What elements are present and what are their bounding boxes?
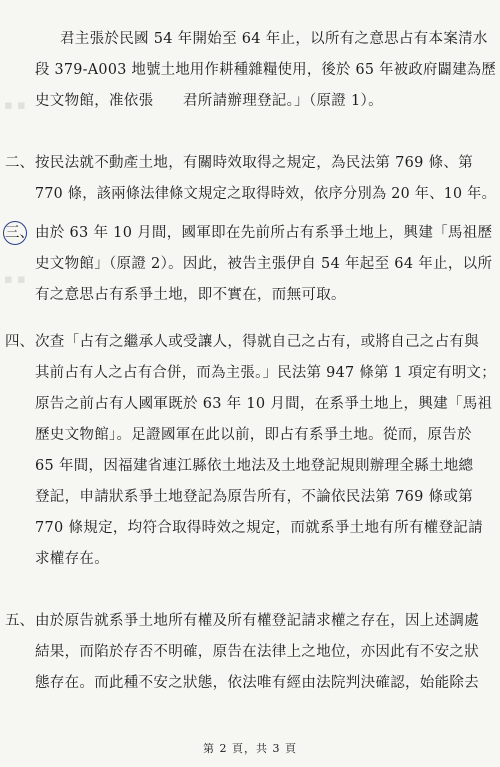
text-line: 史文物館」（原證 2）。因此，被告主張伊自 54 年起至 64 年止，以所 <box>35 256 493 272</box>
text-line: 原告之前占有人國軍既於 63 年 10 月間，在系爭土地上，興建「馬祖 <box>35 396 493 412</box>
text-line: 次查「占有之繼承人或受讓人，得就自己之占有，或將自己之占有與 <box>35 334 479 350</box>
text-line: 求權存在。 <box>35 551 109 567</box>
page-footer: 第 2 頁，共 3 頁 <box>203 742 297 755</box>
text-line: 由於原告就系爭土地所有權及所有權登記請求權之存在，因上述調處 <box>35 613 479 629</box>
text-line: 其前占有人之占有合併，而為主張。」民法第 947 條第 1 項定有明文； <box>35 365 496 381</box>
text-line: 按民法就不動產土地，有關時效取得之規定，為民法第 769 條、第 <box>35 155 473 171</box>
text-line: 770 條，該兩條法律條文規定之取得時效，依序分別為 20 年、10 年。 <box>35 186 497 202</box>
text-line: 65 年間，因福建省連江縣依土地法及土地登記規則辦理全縣土地總 <box>35 458 474 474</box>
section-numeral: 四、 <box>5 334 34 350</box>
section-numeral: 二、 <box>5 155 34 171</box>
text-line: 態存在。而此種不安之狀態，依法唯有經由法院判決確認，始能除去 <box>35 675 479 691</box>
text-line: 歷史文物館」。足證國軍在此以前，即占有系爭土地。從而，原告於 <box>35 427 472 443</box>
section-numeral: 五、 <box>5 613 34 629</box>
text-line: 由於 63 年 10 月間，國軍即在先前所占有系爭土地上，興建「馬祖歷 <box>35 225 493 241</box>
bleed-through-mark: ▪ ▪ <box>4 98 26 113</box>
text-line: 登記，申請狀系爭土地登記為原告所有，不論依民法第 769 條或第 <box>35 489 473 505</box>
text-line: 結果，而陷於存否不明確，原告在法律上之地位，亦因此有不安之狀 <box>35 644 479 660</box>
bleed-through-mark: ▪ ▪ <box>4 272 26 287</box>
text-line: 有之意思占有系爭土地，即不實在，而無可取。 <box>35 287 346 303</box>
text-line: 770 條規定，均符合取得時效之規定，而就系爭土地有所有權登記請 <box>35 520 483 536</box>
section-numeral: 三、 <box>5 225 34 241</box>
text-line: 史文物館，准依張 君所請辦理登記。」（原證 1）。 <box>35 93 383 109</box>
text-line: 段 379-A003 地號土地用作耕種雜糧使用，後於 65 年被政府闢建為歷 <box>35 62 497 78</box>
text-line: 君主張於民國 54 年開始至 64 年止，以所有之意思占有本案清水 <box>60 31 488 47</box>
